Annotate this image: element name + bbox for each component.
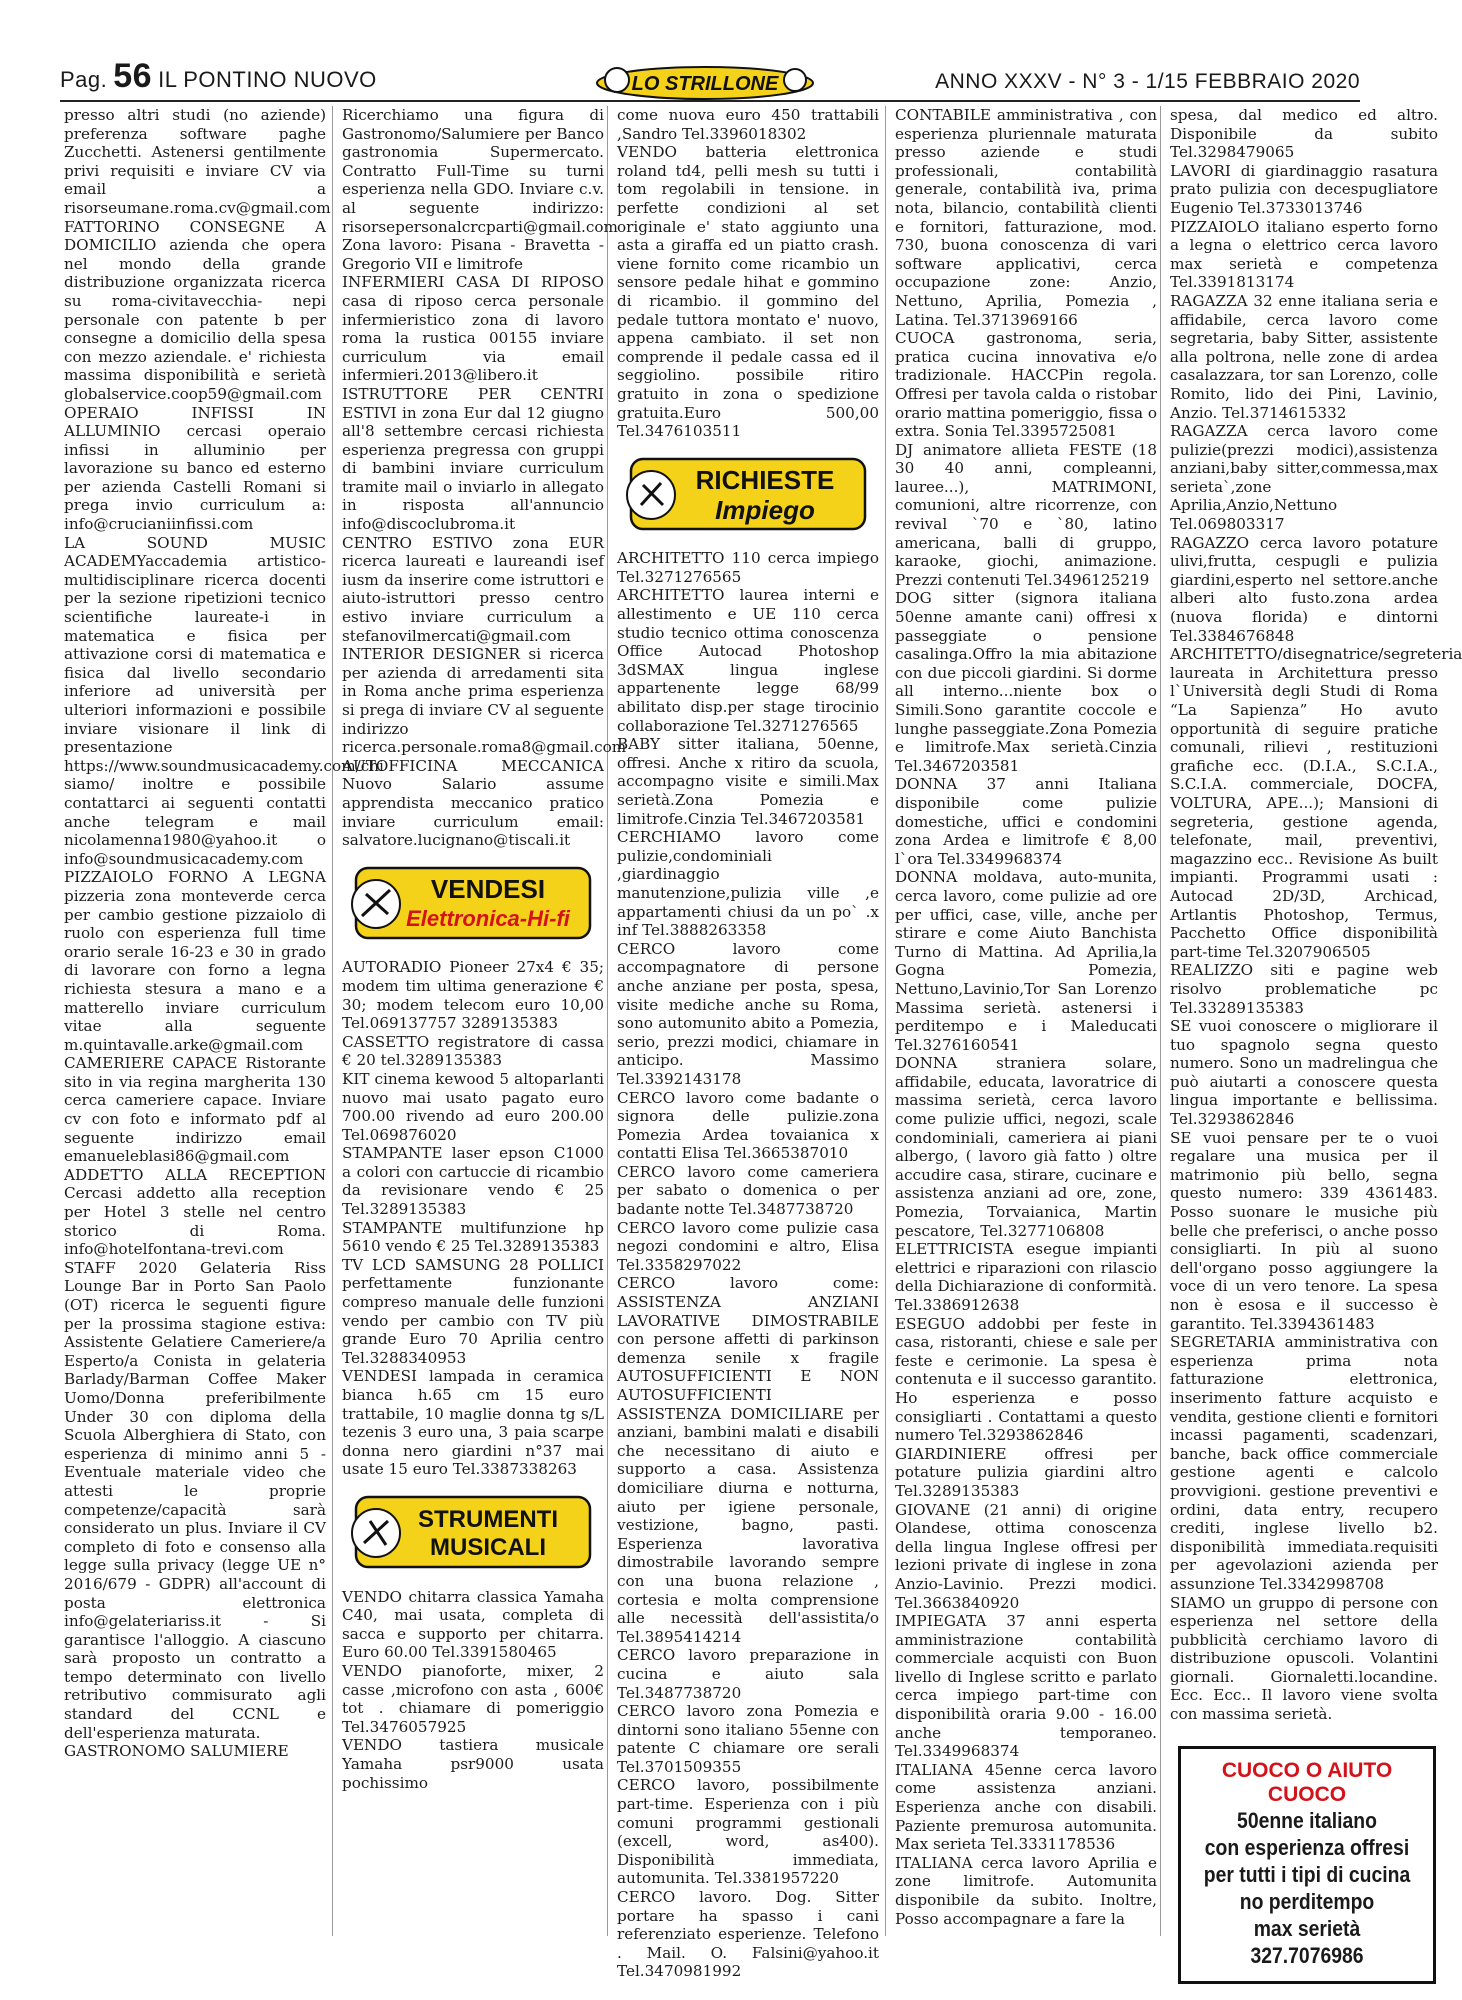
column-1 bbox=[64, 106, 384, 1761]
page-number: 56 bbox=[113, 57, 153, 95]
listing: VENDO chitarra classica Yamaha C40, mai usata, completa di sacca e supporto per chitarra. Euro 60.00 Tel.3391580465 bbox=[342, 1587, 604, 1662]
listing: CENTRO ESTIVO zona EUR ricerca laureati e laureandi isef iusm da inserire come istruttori e aiuto-istruttori presso centro estivo inviare curriculum a stefanovilmercati@gmail.com bbox=[342, 533, 604, 645]
listing: come nuova euro 450 trattabili ,Sandro Tel.3396018302 bbox=[617, 106, 879, 143]
listing: RAGAZZA cerca lavoro come pulizie(prezzi modici),assistenza anziani,baby sitter,commessa,max serieta`,zone Aprilia,Anzio,Nettuno Tel.069803317 bbox=[1170, 422, 1438, 534]
listing: CERCO lavoro come cameriera per sabato o domenica o per badante notte Tel.3487738720 bbox=[617, 1162, 879, 1219]
listing: AUTOFFICINA MECCANICA Nuovo Salario assume apprendista meccanico pratico inviare curriculum email: salvatore.lucignano@tiscali.it bbox=[342, 756, 604, 850]
listing: CERCO lavoro zona Pomezia e dintorni sono italiano 55enne con patente C chiamare ore serali Tel.3701509355 bbox=[617, 1702, 879, 1776]
listing: PIZZAIOLO FORNO A LEGNA pizzeria zona monteverde cerca per cambio gestione pizzaiolo di ruolo con esperienza full time orario serale 16-23 e 30 in grado di lavorare con forno a legna richiesta stesura a mano e a matterello inviare curriculum vitae alla seguente m.quintavalle.arke@gmail.com bbox=[64, 868, 326, 1054]
listing: CERCO lavoro. Dog. Sitter portare ha spasso i cani referenziato esperienze. Telefono . Mail. O. Falsini@yahoo.it Tel.3470981992 bbox=[617, 1888, 879, 1981]
ad-title: CUOCO O AIUTO CUOCO bbox=[1221, 1758, 1393, 1806]
listing: GASTRONOMO SALUMIERE bbox=[64, 1742, 289, 1761]
listing: DONNA 37 anni Italiana disponibile come pulizie domestiche, uffici e condomini zona Ardea e limitrofe € 8,00 l`ora Tel.3349968374 bbox=[895, 775, 1157, 868]
ad-line: no perditempo bbox=[1239, 1888, 1375, 1914]
listing: Ricerchiamo una figura di Gastronomo/Salumiere per Banco gastronomia Supermercato. Contratto Full-Time su turni esperienza nella GDO. Inviare c.v. al seguente indirizzo: risorsepersonalcrcparti@gmail.com Zona lavoro: Pisana - Bravetta - Gregorio VII e limitrofe bbox=[342, 106, 618, 273]
issue-info: ANNO XXXV - N° 3 - 1/15 FEBBRAIO 2020 bbox=[935, 70, 1360, 93]
listing: CAMERIERE CAPACE Ristorante sito in via regina margherita 130 cerca cameriere capace. Inviare cv con foto e informato pdf al seguente indirizzo email emanueleblasi86@gmail.com bbox=[64, 1054, 326, 1166]
ad-line: 50enne italiano bbox=[1237, 1807, 1377, 1833]
listing: VENDO batteria elettronica roland td4, pelli mesh su tutti i tom regolabili in tensione. in perfette condizioni al set originale e' stato aggiunto una asta a giraffa ed un piatto crash. viene fornito come ricambio un sensore pedale hihat e gommino di ricambio. il gommino del pedale tuttora montato e' nuovo, appena cambiato. il set non comprende il pedale cassa ed il seggiolino. possibile ritiro gratuito in zona o spedizione gratuita.Euro 500,00 Tel.3476103511 bbox=[617, 143, 879, 441]
listing: DONNA straniera solare, affidabile, educata, lavoratrice di massima serietà, cerca lavoro come pulizie uffici, negozi, scale condominiali, cameriera ai piani albergo, ( lavoro già fatto ) oltre accudire casa, stirare, cucinare e assistenza anziani ad ore, zone, Pomezia, Torvaianica, Martin pescatore, Tel.3277106808 bbox=[895, 1054, 1157, 1240]
listing: CERCO lavoro come: ASSISTENZA ANZIANI LAVORATIVE DIMOSTRABILE con persone affetti di parkinson demenza senile x fragile AUTOSUFFICIENTI E NON AUTOSUFFICIENTI ASSISTENZA DOMICILIARE per anziani, bambini malati e disabili che necessitano di aiuto e supporto a casa. Assistenza domiciliare diurna e notturna, aiuto per igiene personale, vestizione, bagno, pasti. Esperienza lavorativa dimostrabile lavorando sempre con una buona relazione , cortesia e molta comprensione alle necessità dell'assistita/o Tel.3895414214 bbox=[617, 1274, 879, 1646]
listing: CUOCA gastronoma, seria, pratica cucina innovativa e/o tradizionale. HACCPin regola. Offresi per tavola calda o ristobar orario mattina pomeriggio, fissa o extra. Sonia Tel.3395725081 bbox=[895, 329, 1157, 441]
listing: presso altri studi (no aziende) preferenza software paghe Zucchetti. Astenersi gentilmente privi requisiti e inviare CV via email a risorseumane.roma.cv@gmail.com bbox=[64, 106, 331, 217]
listing: ESEGUO addobbi per feste in casa, ristoranti, chiese e sale per feste e cerimonie. La spesa è contenuta e il successo garantito. Ho esperienza e posso consigliarti . Contattami a questo numero Tel.3293862846 bbox=[895, 1314, 1157, 1445]
listing: spesa, dal medico ed altro. Disponibile da subito Tel.3298479065 bbox=[1170, 106, 1438, 162]
listing: FATTORINO CONSEGNE A DOMICILIO azienda che opera nel mondo della grande distribuzione organizzata ricerca su roma-civitavecchia- nepi personale con patente b per consegne a domicilio della spesa con mezzo aziendale. e' richiesta massima disponibilità e serietà globalservice.coop59@gmail.com bbox=[64, 217, 326, 403]
listing: ELETTRICISTA esegue impianti elettrici e riparazioni con rilascio della Dichiarazione di conformità. Tel.3386912638 bbox=[895, 1240, 1157, 1314]
listing: LAVORI di giardinaggio rasatura prato pulizia con decespugliatore Eugenio Tel.3733013746 bbox=[1170, 161, 1438, 217]
banner-title: VENDESI bbox=[430, 873, 546, 904]
listing: CASSETTO registratore di cassa € 20 tel.3289135383 bbox=[342, 1032, 604, 1070]
listing: TV LCD SAMSUNG 28 POLLICI perfettamente funzionante compreso manuale delle funzioni vendo per cambio con TV più grande Euro 70 Aprilia centro Tel.3288340953 bbox=[342, 1255, 604, 1367]
listing: SE vuoi pensare per te o vuoi regalare una musica per il matrimonio più bello, segna questo numero: 339 4361483. Posso suonare le musiche più belle che preferisci, o anche posso consigliarti. In più al suono dell'organo posso aggiungere la voce di un vero tenore. La spesa non è esosa e il successo è garantito. Tel.3394361483 bbox=[1170, 1128, 1438, 1333]
publication-name: IL PONTINO NUOVO bbox=[158, 67, 377, 92]
listing: ADDETTO ALLA RECEPTION Cercasi addetto alla reception per Hotel 3 stelle nel centro storico di Roma. info@hotelfontana-trevi.com bbox=[64, 1165, 326, 1259]
ad-line: con esperienza offresi bbox=[1204, 1834, 1410, 1860]
listing: VENDO tastiera musicale Yamaha psr9000 usata pochissimo bbox=[342, 1736, 604, 1792]
listing: ARCHITETTO 110 cerca impiego Tel.3271276565 bbox=[617, 549, 879, 586]
vendesi-elettronica-banner bbox=[348, 864, 594, 942]
listing: DOG sitter (signora italiana 50enne amante cani) offresi x passeggiate o pensione casalinga.Offro la mia abitazione con due piccoli giardini. Si dorme all interno...niente box o Simili.Sono garantite coccole e lunghe passeggiate.Zona Pomezia e limitrofe.Max serietà.Cinzia Tel.3467203581 bbox=[895, 589, 1157, 775]
banner-subtitle: Impiego bbox=[715, 494, 815, 525]
listing: SIAMO un gruppo di persone con esperienza nel settore della pubblicità cerchiamo lavoro di distribuzione opuscoli. Volantini giornali. Giornaletti.locandine. Ecc. Ecc.. Il lavoro viene svolta con massima serietà. bbox=[1170, 1593, 1438, 1724]
listing: SE vuoi conoscere o migliorare il tuo spagnolo segna questo numero. Sono un madrelingua che può aiutarti a conoscere questa lingua importante e bellissima. Tel.3293862846 bbox=[1170, 1017, 1438, 1129]
ad-line: per tutti i tipi di cucina bbox=[1203, 1861, 1411, 1887]
banner-title: STRUMENTI bbox=[418, 1505, 558, 1533]
listing: LA SOUND MUSIC ACADEMYaccademia artistico-multidisciplinare ricerca docenti per la sezione ripetizioni tecnico scientifiche laureate-i in matematica e fisica per attivazione corsi di matematica e fisica dal livello secondario inferiore ad università per ulteriori informazioni e possibile inviare visionare il link di presentazione https://www.soundmusicacademy.com/chi siamo/ inoltre e possibile contattarci ai seguenti contatti anche telegram e mail nicolamenna1980@yahoo.it o info@soundmusicacademy.com bbox=[64, 533, 384, 868]
banner-subtitle: Elettronica-Hi-fi bbox=[406, 905, 570, 931]
logo-text: LO STRILLONE bbox=[631, 73, 779, 95]
listing: IMPIEGATA 37 anni esperta amministrazione contabilità commerciale acquisti con Buon livello di Inglese scritto e parlato cerca impiego part-time con disponibilità oraria 9.00 - 16.00 anche temporaneo. Tel.3349968374 bbox=[895, 1612, 1157, 1761]
listing: ITALIANA 45enne cerca lavoro come assistenza anziani. Esperienza anche con disabili. Paziente premurosa automunita. Max serieta Tel.3331178536 bbox=[895, 1760, 1157, 1854]
listing: CERCHIAMO lavoro come pulizie,condominiali ,giardinaggio manutenzione,pulizia ville ,e appartamenti chiusi da un po` .x inf Tel.3888263358 bbox=[617, 828, 879, 940]
listing: CERCO lavoro come accompagnatore di persone anche anziane per posta, spesa, visite mediche anche su Roma, sono automunito abito a Pomezia, serio, prezzi modici, chiamare in anticipo. Massimo Tel.3392143178 bbox=[617, 939, 879, 1088]
listing: ARCHITETTO/disegnatrice/segreteria laureata in Architettura presso l`Università degli Studi di Roma “La Sapienza” Ho avuto opportunità di seguire pratiche comunali, rilievi , restituzioni grafiche ecc. (D.I.A., S.C.I.A., S.C.I.A. commerciale, DOCFA, VOLTURA, APE...); Mansioni di segreteria, gestione agenda, telefonate, mail, preventivi, magazzino ecc.. Revisione As built impianti. Programmi usati : Autocad 2D/3D, Archicad, Artlantis Photoshop, Termus, Pacchetto Office disponibilità part-time Tel.3207906505 bbox=[1170, 645, 1462, 961]
listing: BABY sitter italiana, 50enne, offresi. Anche x ritiro da scuola, accompagno visite e simili.Max serietà.Zona Pomezia e limitrofe.Cinzia Tel.3467203581 bbox=[617, 735, 879, 828]
banner-title: RICHIESTE bbox=[695, 464, 835, 495]
ad-phone: 327.7076986 bbox=[1250, 1942, 1364, 1968]
listing: STAFF 2020 Gelateria Riss Lounge Bar in Porto San Paolo (OT) ricerca le seguenti figure per la prossima stagione estiva: Assistente Gelatiere Cameriere/a Esperto/a Conista in gelateria Barlady/Barman Coffee Maker Uomo/Donna preferibilmente Under 30 con diploma della Scuola Alberghiera di Stato, con esperienza di minimo anni 5 - Eventuale materiale video che attesti le proprie competenze/capacità sarà considerato un plus. Inviare il CV completo di foto e consenso alla legge sulla privacy (legge UE n° 2016/679 - GDPR) all'account di posta elettronica info@gelateriariss.it - Si garantisce l'alloggio. A ciascuno sarà proposto un contratto a tempo determinato con livello retributivo commisurato agli standard del CCNL e dell'esperienza maturata. bbox=[64, 1258, 326, 1742]
column-4 bbox=[895, 106, 1157, 1928]
listing: ITALIANA cerca lavoro Aprilia e zone limitrofe. Automunita disponibile da subito. Inoltre, Posso accompagnare a fare la bbox=[895, 1853, 1157, 1928]
listing: CERCO lavoro come badante o signora delle pulizie.zona Pomezia Ardea tovaianica x contatti Elisa Tel.3665387010 bbox=[617, 1088, 879, 1163]
ad-line: max serietà bbox=[1253, 1915, 1361, 1941]
listing: ISTRUTTORE PER CENTRI ESTIVI in zona Eur dal 12 giugno all'8 settembre cercasi richiesta esperienza pregressa con gruppi di bambini inviare curriculum tramite mail o inviarlo in allegato in risposta all'annuncio info@discoclubroma.it bbox=[342, 384, 604, 534]
listing: RAGAZZA 32 enne italiana seria e affidabile, cerca lavoro come segretaria, baby Sitter, assistente alla poltrona, nelle zone di ardea casalazzara, tor san Lorenzo, colle Romito, lido dei Pini, Lavinio, Anzio. Tel.3714615332 bbox=[1170, 291, 1438, 422]
lo-strillone-logo bbox=[595, 64, 815, 102]
column-2 bbox=[342, 106, 627, 1792]
listing: CERCO lavoro come pulizie casa negozi condomini e altro, Elisa Tel.3358297022 bbox=[617, 1218, 879, 1274]
listing: CONTABILE amministrativa , con esperienza pluriennale maturata presso aziende e studi professionali, contabilità generale, contabilità iva, prima nota, bilancio, contabilità clienti e fornitori, fatturazione, mod. 730, buona conoscenza di vari software applicativi, cerca occupazione zone: Anzio, Nettuno, Aprilia, Pomezia , Latina. Tel.3713969166 bbox=[895, 106, 1157, 329]
listing: VENDO pianoforte, mixer, 2 casse ,microfono con asta , 600€ tot . chiamare di pomeriggio Tel.3476057925 bbox=[342, 1661, 604, 1736]
column-5 bbox=[1170, 106, 1462, 1984]
listing: KIT cinema kewood 5 altoparlanti nuovo mai usato pagato euro 700.00 rivendo ad euro 200.00 Tel.069876020 bbox=[342, 1069, 604, 1144]
listing: CERCO lavoro preparazione in cucina e aiuto sala Tel.3487738720 bbox=[617, 1646, 879, 1702]
banner-subtitle: MUSICALI bbox=[430, 1533, 546, 1561]
listing: GIARDINIERE offresi per potature pulizia giardini altro Tel.3289135383 bbox=[895, 1444, 1157, 1500]
listing: VENDESI lampada in ceramica bianca h.65 cm 15 euro trattabile, 10 maglie donna tg s/L tezenis 3 euro una, 3 paia scarpe donna nero giardini n°37 mai usate 15 euro Tel.3387338263 bbox=[342, 1367, 604, 1479]
strumenti-musicali-banner bbox=[348, 1493, 594, 1571]
richieste-impiego-banner bbox=[623, 455, 869, 533]
listing: AUTORADIO Pioneer 27x4 € 35; modem tim ultima generazione € 30; modem telecom euro 10,00 Tel.069137757 3289135383 bbox=[342, 958, 604, 1033]
page-label: Pag. bbox=[60, 67, 108, 92]
listing: GIOVANE (21 anni) di origine Olandese, ottima conoscenza della lingua Inglese offresi per lezioni private di inglese in zona Anzio-Lavinio. Prezzi modici. Tel.3663840920 bbox=[895, 1500, 1157, 1612]
column-3 bbox=[617, 106, 879, 1981]
header-left bbox=[60, 57, 377, 96]
cuoco-ad-box bbox=[1178, 1746, 1436, 1984]
listing: DJ animatore allieta FESTE (18 30 40 anni, compleanni, lauree...), MATRIMONI, comunioni, altre ricorrenze, con revival `70 e `80, latino americana, balli di gruppo, karaoke, giochi, animazione. Prezzi contenuti Tel.3496125219 bbox=[895, 440, 1157, 589]
listing: REALIZZO siti e pagine web risolvo problematiche pc Tel.33289135383 bbox=[1170, 961, 1438, 1017]
listing: CERCO lavoro, possibilmente part-time. Esperienza con i più comuni programmi gestionali (excell, word, as400). Disponibilità immediata, automunita. Tel.3381957220 bbox=[617, 1776, 879, 1888]
listing: INTERIOR DESIGNER si ricerca per azienda di arredamenti sita in Roma anche prima esperienza si prega di inviare CV al seguente indirizzo ricerca.personale.roma8@gmail.com bbox=[342, 645, 627, 757]
listing: ARCHITETTO laurea interni e allestimento e UE 110 cerca studio tecnico ottima conoscenza Office Autocad Photoshop 3dSMAX lingua inglese appartenente legge 68/99 abilitato disp.per stage tirocinio collaborazione Tel.3271276565 bbox=[617, 586, 879, 735]
listing: DONNA moldava, auto-munita, cerca lavoro, come pulizie ad ore per uffici, case, ville, anche per stirare e come Aiuto Banchista Turno di Mattina. Ad Aprilia,la Gogna Pomezia, Nettuno,Lavinio,Tor San Lorenzo Massima serietà. astenersi i perditempo e i Maleducati Tel.3276160541 bbox=[895, 868, 1157, 1054]
listing: OPERAIO INFISSI IN ALLUMINIO cercasi operaio infissi in alluminio per lavorazione su banco ed esterno per azienda Castelli Romani si prega invio curriculum a: info@crucianiinfissi.com bbox=[64, 403, 326, 534]
listing: SEGRETARIA amministrativa con esperienza prima nota fatturazione elettronica, inserimento fatture acquisto e vendita, gestione clienti e fornitori incassi pagamenti, scadenzari, banche, back office commerciale gestione agenti e calcolo provvigioni. gestione preventivi e ordini, data entry, recupero crediti, inglese livello b2. disponibilità immediata.requisiti per agevolazioni azienda per assunzione Tel.3342998708 bbox=[1170, 1333, 1438, 1593]
listing: RAGAZZO cerca lavoro potature ulivi,frutta, cespugli e pulizia giardini,esperto nel settore.anche alberi alto fusto.zona ardea (nuova florida) e dintorni Tel.3384676848 bbox=[1170, 533, 1438, 645]
listing: STAMPANTE multifunzione hp 5610 vendo € 25 Tel.3289135383 bbox=[342, 1218, 604, 1256]
listing: INFERMIERI CASA DI RIPOSO casa di riposo cerca personale infermieristico zona di lavoro roma la rustica 00155 inviare curriculum via email infermieri.2013@libero.it bbox=[342, 273, 604, 385]
listing: STAMPANTE laser epson C1000 a colori con cartuccie di ricambio da revisionare vendo € 25 Tel.3289135383 bbox=[342, 1144, 604, 1219]
listing: PIZZAIOLO italiano esperto forno a legna o elettrico cerca lavoro max serietà e competenza Tel.3391813174 bbox=[1170, 217, 1438, 292]
